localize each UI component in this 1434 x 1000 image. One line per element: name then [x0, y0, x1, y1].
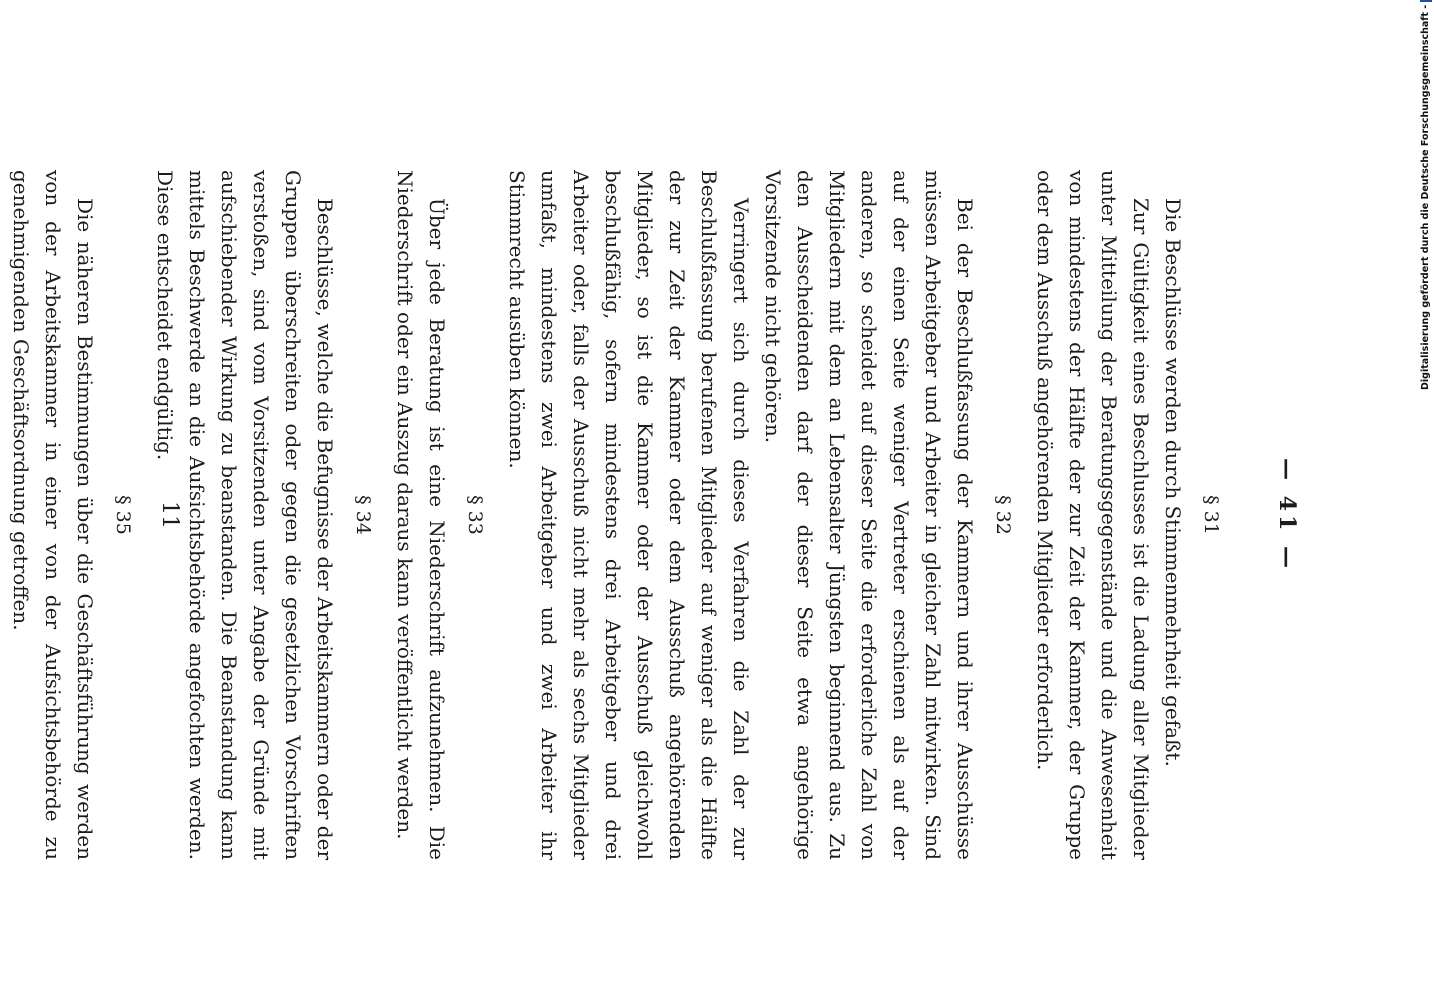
- page-number-header: — 41 —: [1274, 458, 1300, 572]
- section-heading: § 35: [112, 495, 134, 535]
- paragraph: Über jede Beratung ist eine Niederschrift aufzunehmen. Die Niederschrift oder ein Auszug daraus kann veröffentlicht werden.: [393, 170, 449, 860]
- document-page: [9, 170, 1303, 860]
- paragraph: Beschlüsse, welche die Befugnisse der Arbeitskammern oder der Gruppen überschreiten oder gegen die gesetzlichen Vorschriften verstoßen, sind vom Vorsitzenden unter Angabe der Gründe mit aufschiebender Wirkung zu beanstanden. Die Beanstandung kann mittels Beschwerde an die Aufsichtsbehörde angefochten werden. Diese entscheidet endgültig.: [153, 170, 337, 860]
- section-heading: § 34: [352, 495, 374, 535]
- section-heading: § 33: [464, 495, 486, 535]
- paragraph: [0, 170, 5, 860]
- section-heading: § 32: [992, 495, 1014, 535]
- section-heading: § 31: [1200, 495, 1222, 535]
- paragraph: Verringert sich durch dieses Verfahren die Zahl der zur Beschlußfassung berufenen Mitglieder auf weniger als die Hälfte der zur Zeit der Kammer oder dem Ausschuß angehörenden Mitglieder, so ist die Kammer oder der Ausschuß gleichwohl beschlußfähig, sofern mindestens drei Arbeitgeber und drei Arbeiter oder, falls der Ausschuß nicht mehr als sechs Mitglieder umfaßt, mindestens zwei Arbeitgeber und zwei Arbeiter ihr Stimmrecht ausüben können.: [505, 170, 753, 860]
- signature-mark: 11: [157, 501, 182, 529]
- paragraph: Bei der Beschlußfassung der Kammern und ihrer Ausschüsse müssen Arbeitgeber und Arbeiter in gleicher Zahl mitwirken. Sind auf der einen Seite weniger Vertreter erschienen als auf der anderen, so scheidet auf dieser Seite die erforderliche Zahl von Mitgliedern mit dem an Lebensalter Jüngsten beginnend aus. Zu den Ausscheidenden darf der dieser Seite etwa angehörige Vorsitzende nicht gehören.: [761, 170, 977, 860]
- credit-line: [1420, 4, 1432, 390]
- paragraph: Die näheren Bestimmungen über die Geschäftsführung werden von der Arbeitskammer in einer von der Aufsichtsbehörde zu genehmigenden Geschäftsordnung getroffen.: [9, 170, 97, 860]
- credit-text: Digitalisierung gefördert durch die Deutsche Forschungsgemeinschaft -: [1420, 4, 1431, 390]
- paragraph: Zur Gültigkeit eines Beschlusses ist die Ladung aller Mitglieder unter Mitteilung der Beratungsgegenstände und die Anwesenheit von mindestens der Hälfte der zur Zeit der Kammer, der Gruppe oder dem Ausschuß angehörenden Mitglieder erforderlich.: [1033, 170, 1153, 860]
- document-body: [0, 170, 1237, 860]
- digitization-credit: [1420, 4, 1431, 390]
- dfg-logo: [1420, 0, 1432, 2]
- paragraph: Die Beschlüsse werden durch Stimmenmehrheit gefaßt.: [1161, 198, 1185, 767]
